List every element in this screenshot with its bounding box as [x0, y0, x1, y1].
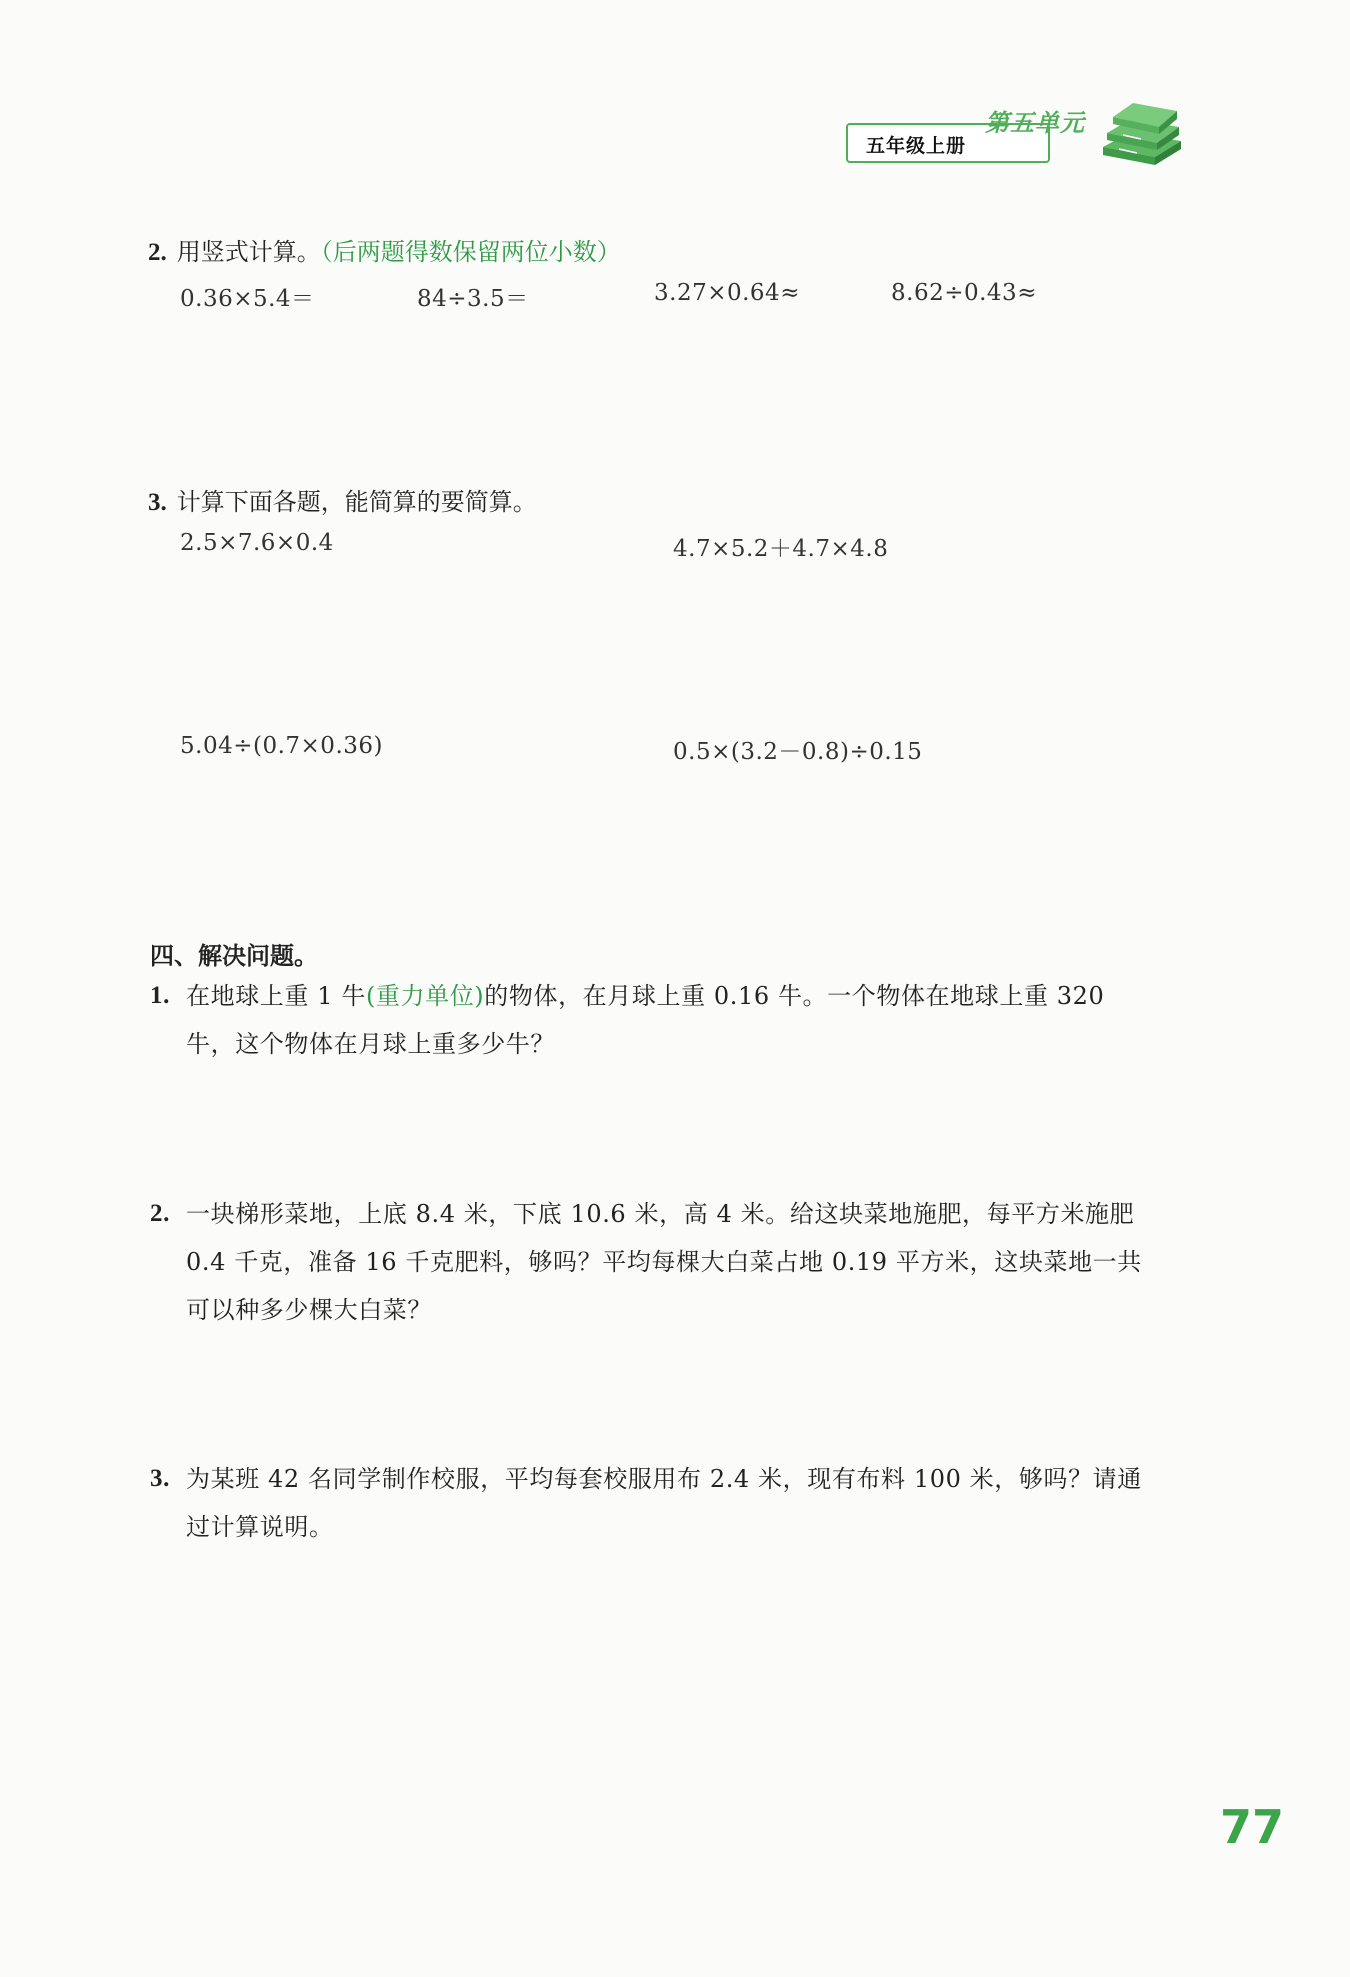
problem-line: 可以种多少棵大白菜？ [186, 1296, 432, 1324]
question-number: 2. [148, 239, 167, 266]
unit-header [840, 95, 1185, 175]
expression: 4.7×5.2＋4.7×4.8 [673, 536, 889, 562]
problem-line: 0.4 千克，准备 16 千克肥料，够吗？平均每棵大白菜占地 0.19 平方米，这块菜地一共 [186, 1248, 1142, 1276]
expression: 84÷3.5＝ [417, 286, 529, 312]
question-number: 2. [150, 1200, 170, 1227]
grade-label: 五年级上册 [866, 135, 967, 157]
section-title: 四、解决问题。 [150, 942, 318, 970]
problem-line [186, 972, 1186, 1020]
expression: 8.62÷0.43≈ [891, 280, 1037, 306]
problem-line: 为某班 42 名同学制作校服，平均每套校服用布 2.4 米，现有布料 100 米，够吗？请通 [186, 1465, 1142, 1493]
question-number: 3. [150, 1465, 170, 1492]
expression: 0.36×5.4＝ [180, 286, 315, 312]
problem-text: 的物体，在月球上重 0.16 牛。一个物体在地球上重 320 [484, 982, 1105, 1010]
problem-hint: (重力单位) [365, 982, 485, 1010]
page-number: 77 [1220, 1800, 1285, 1854]
expression: 3.27×0.64≈ [654, 280, 800, 306]
expression: 5.04÷(0.7×0.36) [180, 733, 383, 759]
problem-line: 一块梯形菜地，上底 8.4 米，下底 10.6 米，高 4 米。给这块菜地施肥，每平方米施肥 [186, 1200, 1135, 1228]
problem-text: 在地球上重 1 牛 [186, 982, 366, 1010]
word-problem-1 [150, 972, 1186, 1068]
books-icon [1095, 95, 1185, 170]
question-hint: （后两题得数保留两位小数） [320, 238, 621, 266]
question-instruction: 计算下面各题，能简算的要简算。 [176, 488, 537, 516]
question-number: 1. [150, 982, 170, 1009]
question-instruction: 用竖式计算。 [176, 238, 321, 266]
problem-line: 过计算说明。 [186, 1513, 334, 1541]
word-problem-3 [150, 1455, 1186, 1551]
word-problem-2 [150, 1190, 1186, 1334]
question-2-heading [148, 232, 621, 267]
expression: 0.5×(3.2－0.8)÷0.15 [673, 739, 923, 765]
unit-label: 第五单元 [985, 109, 1085, 137]
expression: 2.5×7.6×0.4 [180, 530, 334, 556]
question-3-heading [148, 482, 537, 517]
question-number: 3. [148, 489, 167, 516]
problem-line: 牛，这个物体在月球上重多少牛？ [186, 1030, 555, 1058]
